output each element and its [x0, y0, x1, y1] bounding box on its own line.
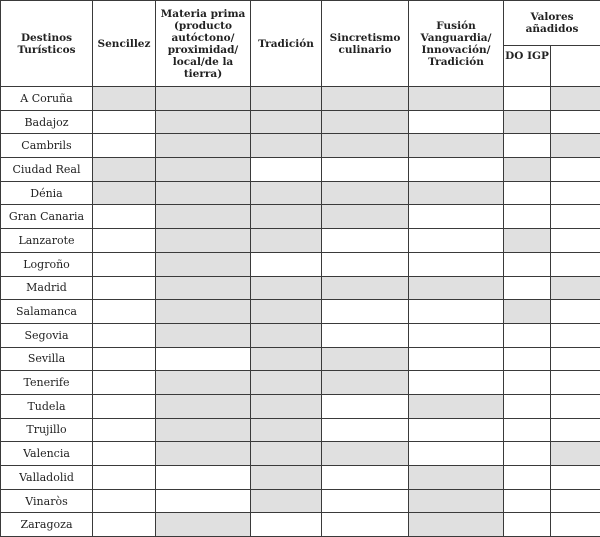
cell-tradicion-empty [251, 158, 322, 182]
cell-do-igp-empty [504, 347, 551, 371]
destination-name: Logroño [1, 252, 93, 276]
header-do-igp: DO IGP [504, 46, 551, 87]
cell-tradicion-empty [251, 252, 322, 276]
cell-sincretismo-empty [322, 229, 409, 253]
cell-valor-extra-empty [551, 418, 600, 442]
table-row [1, 418, 600, 442]
cell-sencillez-empty [93, 323, 156, 347]
cell-do-igp-marked [504, 158, 551, 182]
destination-name: Tenerife [1, 371, 93, 395]
cell-tradicion-marked [251, 442, 322, 466]
header-destinos: Destinos Turísticos [1, 1, 93, 87]
cell-fusion-marked [409, 134, 504, 158]
cell-valor-extra-empty [551, 513, 600, 537]
cell-sencillez-empty [93, 489, 156, 513]
cell-fusion-empty [409, 418, 504, 442]
cell-valor-extra-marked [551, 134, 600, 158]
cell-sencillez-empty [93, 252, 156, 276]
cell-valor-extra-empty [551, 229, 600, 253]
header-sincretismo: Sincretismo culinario [322, 1, 409, 87]
cell-materia-prima-marked [156, 110, 251, 134]
cell-valor-extra-empty [551, 110, 600, 134]
cell-fusion-empty [409, 229, 504, 253]
cell-tradicion-marked [251, 323, 322, 347]
cell-sincretismo-marked [322, 371, 409, 395]
cell-do-igp-empty [504, 252, 551, 276]
table-row [1, 394, 600, 418]
cell-do-igp-empty [504, 181, 551, 205]
destination-name: Gran Canaria [1, 205, 93, 229]
cell-valor-extra-marked [551, 276, 600, 300]
cell-tradicion-empty [251, 513, 322, 537]
cell-fusion-empty [409, 371, 504, 395]
table-row [1, 205, 600, 229]
cell-fusion-empty [409, 347, 504, 371]
destination-name: Ciudad Real [1, 158, 93, 182]
cell-fusion-marked [409, 181, 504, 205]
cell-materia-prima-marked [156, 229, 251, 253]
cell-sincretismo-empty [322, 489, 409, 513]
cell-sincretismo-marked [322, 87, 409, 111]
cell-tradicion-marked [251, 134, 322, 158]
cell-materia-prima-marked [156, 252, 251, 276]
table-row [1, 323, 600, 347]
cell-do-igp-marked [504, 110, 551, 134]
destination-name: Vinaròs [1, 489, 93, 513]
cell-sencillez-empty [93, 134, 156, 158]
header-tradicion: Tradición [251, 1, 322, 87]
cell-materia-prima-marked [156, 181, 251, 205]
cell-do-igp-empty [504, 205, 551, 229]
destination-name: Tudela [1, 394, 93, 418]
cell-sencillez-marked [93, 87, 156, 111]
cell-tradicion-marked [251, 205, 322, 229]
table-row [1, 252, 600, 276]
cell-do-igp-empty [504, 418, 551, 442]
cell-sincretismo-empty [322, 323, 409, 347]
destination-name: Lanzarote [1, 229, 93, 253]
cell-materia-prima-marked [156, 158, 251, 182]
cell-valor-extra-empty [551, 394, 600, 418]
cell-valor-extra-empty [551, 347, 600, 371]
destination-name: Segovia [1, 323, 93, 347]
table-row [1, 134, 600, 158]
cell-materia-prima-marked [156, 323, 251, 347]
cell-sencillez-empty [93, 513, 156, 537]
cell-materia-prima-marked [156, 134, 251, 158]
cell-valor-extra-empty [551, 466, 600, 490]
cell-sincretismo-empty [322, 466, 409, 490]
cell-tradicion-marked [251, 181, 322, 205]
cell-do-igp-empty [504, 323, 551, 347]
cell-valor-extra-marked [551, 442, 600, 466]
cell-sencillez-empty [93, 371, 156, 395]
cell-sencillez-empty [93, 394, 156, 418]
table-row [1, 276, 600, 300]
table-row [1, 181, 600, 205]
cell-sencillez-empty [93, 229, 156, 253]
cell-valor-extra-empty [551, 252, 600, 276]
destination-name: Valladolid [1, 466, 93, 490]
cell-sincretismo-marked [322, 347, 409, 371]
destination-name: Salamanca [1, 300, 93, 324]
cell-tradicion-marked [251, 300, 322, 324]
cell-do-igp-empty [504, 394, 551, 418]
cell-fusion-empty [409, 110, 504, 134]
destination-name: Dénia [1, 181, 93, 205]
cell-sincretismo-empty [322, 300, 409, 324]
cell-tradicion-marked [251, 347, 322, 371]
table-row [1, 442, 600, 466]
destination-name: Badajoz [1, 110, 93, 134]
cell-materia-prima-empty [156, 489, 251, 513]
cell-fusion-empty [409, 300, 504, 324]
cell-do-igp-marked [504, 300, 551, 324]
cell-sincretismo-marked [322, 205, 409, 229]
cell-sencillez-empty [93, 347, 156, 371]
cell-fusion-marked [409, 87, 504, 111]
table-row [1, 489, 600, 513]
destination-name: Sevilla [1, 347, 93, 371]
cell-fusion-empty [409, 442, 504, 466]
cell-tradicion-marked [251, 371, 322, 395]
table-row [1, 87, 600, 111]
cell-do-igp-empty [504, 371, 551, 395]
cell-fusion-marked [409, 276, 504, 300]
destination-name: Trujillo [1, 418, 93, 442]
header-valores-anadidos: Valores añadidos [504, 1, 600, 46]
cell-tradicion-marked [251, 418, 322, 442]
cell-fusion-empty [409, 158, 504, 182]
cell-materia-prima-marked [156, 87, 251, 111]
cell-valor-extra-empty [551, 181, 600, 205]
table-row [1, 158, 600, 182]
cell-sincretismo-empty [322, 394, 409, 418]
cell-materia-prima-marked [156, 513, 251, 537]
cell-fusion-empty [409, 323, 504, 347]
cell-valor-extra-empty [551, 323, 600, 347]
cell-tradicion-marked [251, 110, 322, 134]
cell-do-igp-empty [504, 134, 551, 158]
cell-tradicion-marked [251, 87, 322, 111]
cell-materia-prima-marked [156, 371, 251, 395]
cell-sencillez-empty [93, 442, 156, 466]
cell-sincretismo-marked [322, 276, 409, 300]
cell-materia-prima-marked [156, 394, 251, 418]
table-row [1, 466, 600, 490]
cell-sencillez-empty [93, 110, 156, 134]
cell-tradicion-marked [251, 276, 322, 300]
cell-materia-prima-marked [156, 300, 251, 324]
destination-name: Valencia [1, 442, 93, 466]
cell-valor-extra-empty [551, 371, 600, 395]
cell-do-igp-empty [504, 276, 551, 300]
destination-name: Madrid [1, 276, 93, 300]
table-row [1, 513, 600, 537]
cell-valor-extra-empty [551, 205, 600, 229]
cell-sincretismo-empty [322, 252, 409, 276]
destination-name: A Coruña [1, 87, 93, 111]
header-materia-prima: Materia prima (producto autóctono/ proximidad/ local/de la tierra) [156, 1, 251, 87]
cell-fusion-marked [409, 489, 504, 513]
cell-materia-prima-empty [156, 347, 251, 371]
cell-sencillez-empty [93, 276, 156, 300]
cell-materia-prima-marked [156, 276, 251, 300]
table-row [1, 300, 600, 324]
destination-name: Cambrils [1, 134, 93, 158]
cell-valor-extra-marked [551, 87, 600, 111]
cell-sencillez-empty [93, 205, 156, 229]
cell-tradicion-marked [251, 489, 322, 513]
cell-materia-prima-empty [156, 466, 251, 490]
cell-do-igp-marked [504, 229, 551, 253]
cell-valor-extra-empty [551, 300, 600, 324]
table-row [1, 110, 600, 134]
header-blank-subcolumn [551, 46, 600, 87]
cell-sencillez-empty [93, 466, 156, 490]
cell-sincretismo-empty [322, 418, 409, 442]
cell-sencillez-empty [93, 300, 156, 324]
cell-materia-prima-marked [156, 442, 251, 466]
cell-fusion-marked [409, 394, 504, 418]
cell-fusion-empty [409, 252, 504, 276]
destination-name: Zaragoza [1, 513, 93, 537]
cell-sincretismo-marked [322, 110, 409, 134]
cell-valor-extra-empty [551, 489, 600, 513]
cell-do-igp-empty [504, 489, 551, 513]
header-sencillez: Sencillez [93, 1, 156, 87]
cell-fusion-empty [409, 205, 504, 229]
header-fusion: Fusión Vanguardia/ Innovación/ Tradición [409, 1, 504, 87]
cell-tradicion-marked [251, 229, 322, 253]
cell-sincretismo-marked [322, 181, 409, 205]
cell-do-igp-empty [504, 513, 551, 537]
cell-sencillez-marked [93, 181, 156, 205]
table-header [1, 1, 600, 87]
cell-sencillez-marked [93, 158, 156, 182]
cell-sincretismo-empty [322, 513, 409, 537]
cell-valor-extra-empty [551, 158, 600, 182]
cell-do-igp-empty [504, 442, 551, 466]
cell-fusion-marked [409, 466, 504, 490]
cell-tradicion-marked [251, 394, 322, 418]
table-row [1, 229, 600, 253]
table-body [1, 87, 600, 537]
cell-fusion-marked [409, 513, 504, 537]
cell-do-igp-empty [504, 87, 551, 111]
cell-sencillez-empty [93, 418, 156, 442]
cell-do-igp-empty [504, 466, 551, 490]
cell-materia-prima-marked [156, 205, 251, 229]
cell-tradicion-marked [251, 466, 322, 490]
table-row [1, 347, 600, 371]
cell-sincretismo-marked [322, 134, 409, 158]
cell-materia-prima-marked [156, 418, 251, 442]
cell-sincretismo-marked [322, 442, 409, 466]
cell-sincretismo-empty [322, 158, 409, 182]
table-row [1, 371, 600, 395]
